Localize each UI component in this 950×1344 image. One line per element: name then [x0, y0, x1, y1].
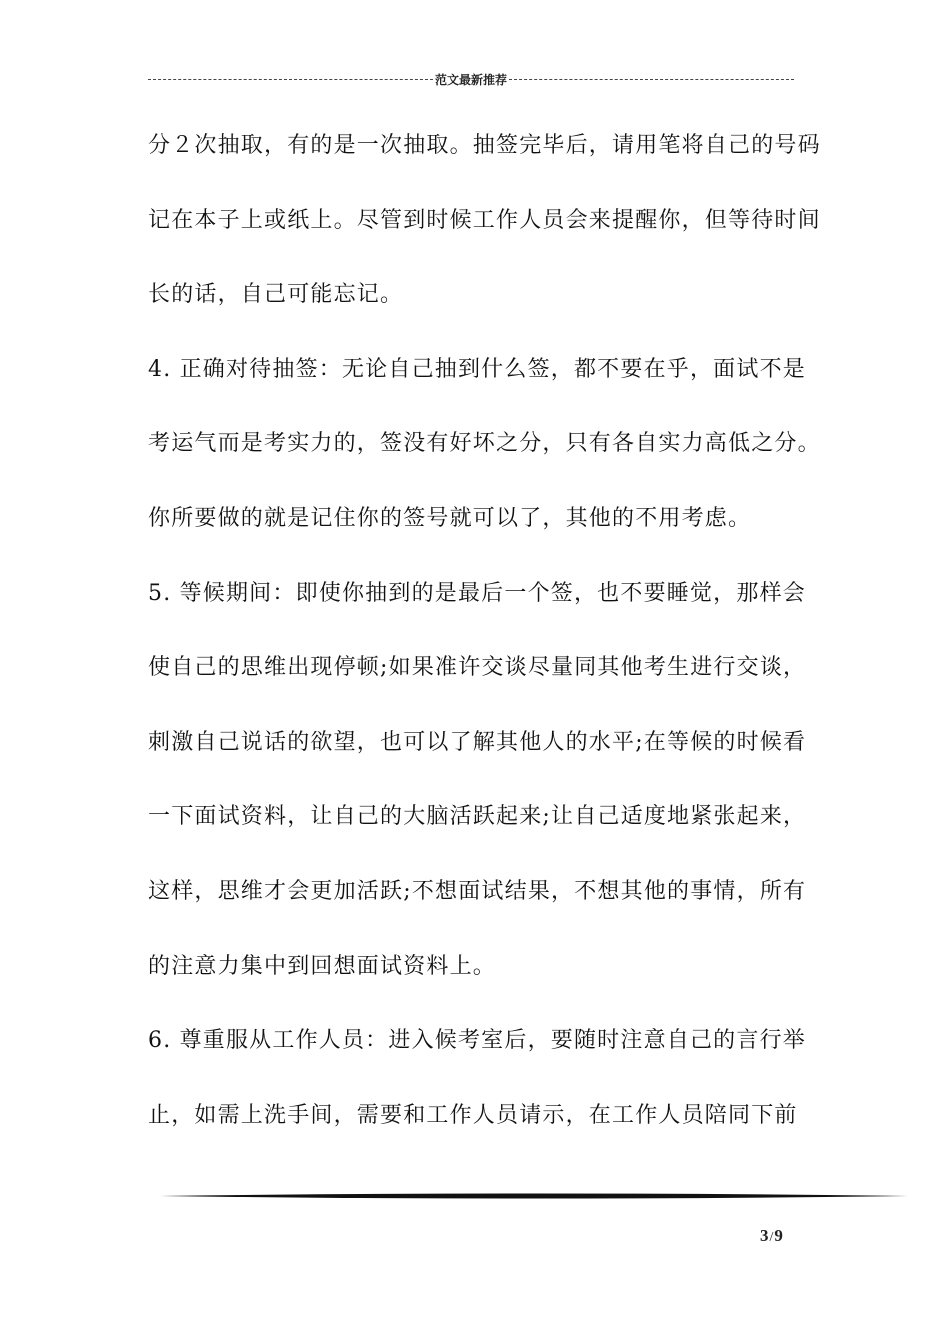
text-line: 考运气而是考实力的，签没有好坏之分，只有各自实力高低之分。: [148, 431, 821, 457]
text-line: 刺激自己说话的欲望，也可以了解其他人的水平;在等候的时候看: [148, 729, 807, 755]
header-dash-right: [509, 79, 794, 80]
text-line: 长的话，自己可能忘记。: [148, 282, 404, 308]
document-body: [148, 114, 821, 1158]
text-line: 使自己的思维出现停顿;如果准许交谈尽量同其他考生进行交谈，: [148, 655, 807, 681]
footer-divider: [160, 1190, 908, 1202]
total-pages-number: 9: [774, 1226, 783, 1245]
text-line: 一下面试资料，让自己的大脑活跃起来;让自己适度地紧张起来，: [148, 804, 807, 830]
page-separator: /: [769, 1230, 774, 1245]
text-line: 止，如需上洗手间，需要和工作人员请示，在工作人员陪同下前: [148, 1102, 798, 1128]
text-line: 你所要做的就是记住你的签号就可以了，其他的不用考虑。: [148, 505, 752, 531]
text-line: 6. 尊重服从工作人员：进入候考室后，要随时注意自己的言行举: [148, 1028, 806, 1054]
current-page-number: 3: [760, 1226, 769, 1245]
page-header: [148, 70, 794, 88]
text-line: 5. 等候期间：即使你抽到的是最后一个签，也不要睡觉，那样会: [148, 580, 806, 606]
page-number: [760, 1226, 783, 1246]
text-line: 4. 正确对待抽签：无论自己抽到什么签，都不要在乎，面试不是: [148, 356, 806, 382]
text-line: 分２次抽取，有的是一次抽取。抽签完毕后，请用笔将自己的号码: [148, 133, 821, 158]
text-line: 这样，思维才会更加活跃;不想面试结果，不想其他的事情，所有: [148, 878, 807, 904]
text-line: 的注意力集中到回想面试资料上。: [148, 953, 497, 979]
header-dash-left: [148, 79, 433, 80]
text-line: 记在本子上或纸上。尽管到时候工作人员会来提醒你，但等待时间: [148, 207, 821, 233]
header-title: 范文最新推荐: [435, 72, 508, 87]
